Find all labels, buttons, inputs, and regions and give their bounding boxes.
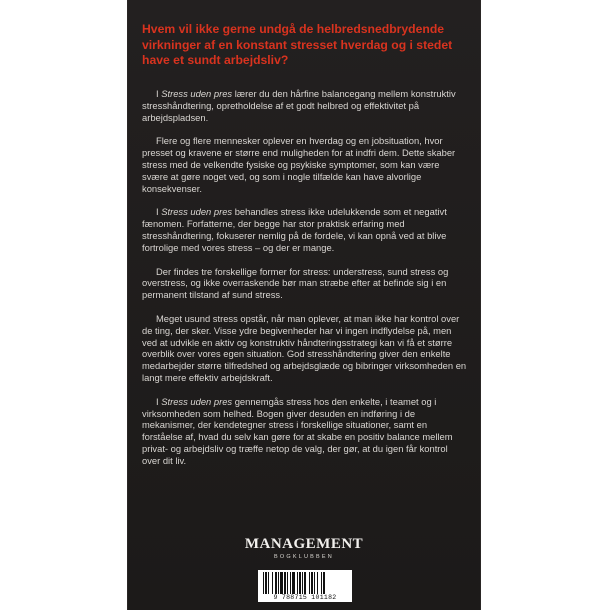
paragraph-3: I Stress uden pres behandles stress ikke udelukkende som et negativt fænomen. Forfatterne, der begge har stor praktisk erfaring med stresshåndtering, fokuserer nemlig på de fordele, vi kan opnå ved at blive fortrolige med vores stress – og der er mange. xyxy=(142,206,447,253)
paragraph-4: Der findes tre forskellige former for stress: understress, sund stress og overstress, og ikke overraskende bør man stræbe efter at befinde sig i en permanent tilstand af sund stress. xyxy=(142,265,449,301)
publisher-logo xyxy=(128,536,480,560)
barcode-bars-icon xyxy=(262,572,348,594)
logo-sub-text: BOGKLUBBEN xyxy=(274,554,334,560)
book-back-cover xyxy=(128,0,480,610)
barcode xyxy=(258,570,352,602)
logo-main-text: MANAGEMENT xyxy=(244,536,364,552)
paragraph-1: I Stress uden pres lærer du den hårfine balancegang mellem konstruktiv stresshåndtering, opretholdelse af et godt helbred og effektivitet på arbejdspladsen. xyxy=(142,88,456,123)
book-title: Stress uden pres xyxy=(161,88,233,99)
headline: Hvem vil ikke gerne undgå de helbredsnedbrydende virkninger af en konstant stresset hverdag og i stedet have et sundt arbejdsliv? xyxy=(142,22,453,67)
barcode-number: 9 788715 101182 xyxy=(273,594,337,601)
paragraph-2: Flere og flere mennesker oplever en hverdag og en jobsituation, hvor presset og kravene er større end muligheden for at indfri dem. Dette skaber stress med de velkendte fysiske og psykiske symptomer, som kan være svære at gøre noget ved, og som i nogle tilfælde kan have alvorlige konsekvenser. xyxy=(142,135,456,194)
paragraph-6: I Stress uden pres gennemgås stress hos den enkelte, i teamet og i virksomheden som helhed. Bogen giver desuden en indføring i de mekanismer, der kendetegner stress i forskellige situationer, samt en forståelse af, hvad du selv kan gøre for at skabe en positiv balance mellem privat- og arbejdsliv og træffe netop de valg, der gør, at du igen får kontrol over dit liv. xyxy=(142,395,453,466)
blurb-text xyxy=(142,88,468,479)
book-title: Stress uden pres xyxy=(161,395,233,407)
paragraph-5: Meget usund stress opstår, når man oplever, at man ikke har kontrol over de ting, der sker. Visse ydre begivenheder har vi ingen indflydelse på, men ved at udvikle en aktiv og konstruktiv håndteringsstrategi kan vi få et større overblik over vores egen situation. God stresshåndtering giver den enkelte medarbejder større tilfredshed og arbejdsglæde og bibringer virksomheden en langt mere effektiv arbejdskraft. xyxy=(142,312,467,383)
book-title: Stress uden pres xyxy=(161,206,233,218)
